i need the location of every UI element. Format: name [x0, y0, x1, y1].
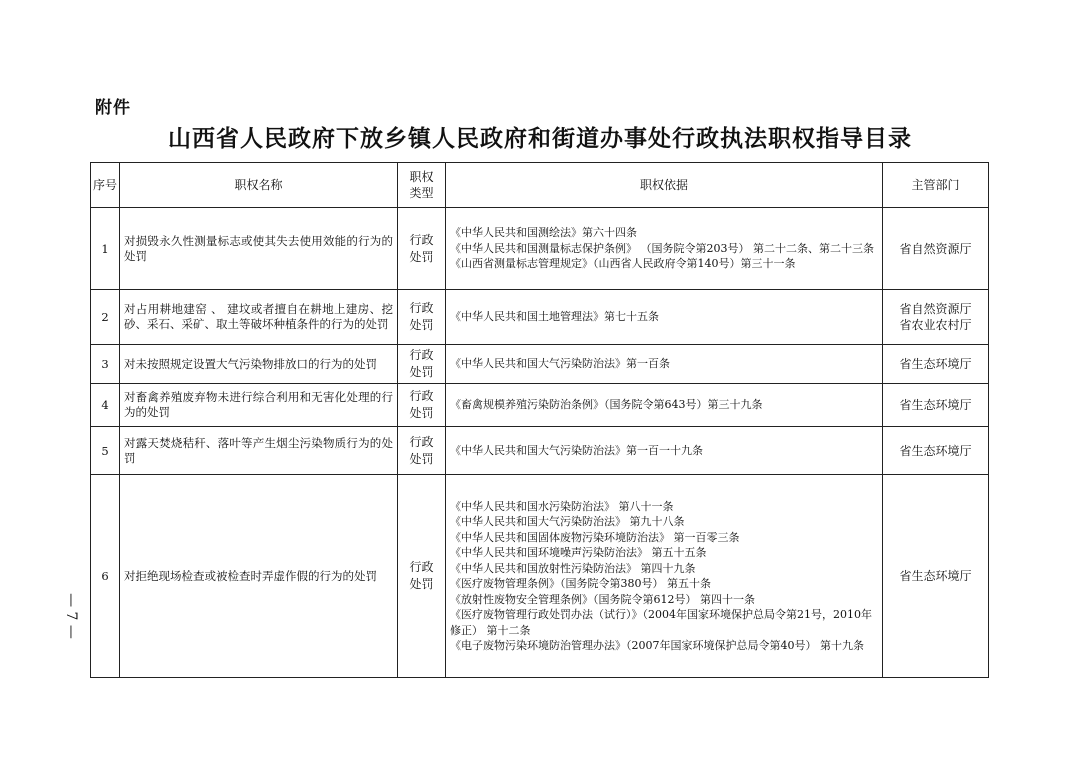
authority-type — [398, 475, 446, 678]
basis-line: 《中华人民共和国大气污染防治法》第一百条 — [450, 357, 670, 371]
authority-type — [398, 290, 446, 345]
authority-type-text: 行政处罚 — [409, 348, 434, 379]
table-row — [91, 208, 989, 290]
authority-name: 对占用耕地建窑 、 建坟或者擅自在耕地上建房、挖砂、采石、采矿、取土等破坏种植条件的行为的处罚 — [120, 290, 398, 345]
basis-line: 《中华人民共和国固体废物污染环境防治法》 第一百零三条 — [450, 530, 740, 544]
authority-type — [398, 427, 446, 475]
basis-line: 《中华人民共和国土地管理法》第七十五条 — [450, 310, 659, 324]
table-row — [91, 427, 989, 475]
header-no: 序号 — [91, 163, 120, 208]
authority-type — [398, 384, 446, 427]
table-row — [91, 475, 989, 678]
document-title: 山西省人民政府下放乡镇人民政府和街道办事处行政执法职权指导目录 — [168, 125, 912, 152]
authority-basis — [446, 427, 883, 475]
basis-line: 《医疗废物管理行政处罚办法（试行）》（2004年国家环境保护总局令第21号，2010年修正） 第十二条 — [450, 608, 872, 637]
basis-line: 《医疗废物管理条例》（国务院令第380号） 第五十条 — [450, 577, 711, 590]
attachment-label: 附件 — [95, 98, 131, 118]
page-number — [60, 586, 82, 646]
supervising-department: 省生态环境厅 — [883, 384, 989, 427]
header-name: 职权名称 — [120, 163, 398, 208]
basis-line: 《中华人民共和国测绘法》第六十四条 — [450, 226, 637, 240]
table-row — [91, 384, 989, 427]
row-number: 5 — [91, 427, 120, 475]
header-type-text: 职权类型 — [409, 170, 434, 200]
table-row — [91, 345, 989, 384]
header-basis: 职权依据 — [446, 163, 883, 208]
authority-table — [90, 162, 989, 678]
authority-type-text: 行政处罚 — [409, 301, 434, 332]
authority-type — [398, 345, 446, 384]
table-body — [91, 208, 989, 678]
supervising-department: 省自然资源厅 省农业农村厅 — [883, 290, 989, 345]
page-number-text: — 7 — — [63, 593, 79, 639]
supervising-department: 省自然资源厅 — [883, 208, 989, 290]
basis-line: 《中华人民共和国大气污染防治法》 第九十八条 — [450, 515, 685, 528]
row-number: 3 — [91, 345, 120, 384]
authority-basis — [446, 475, 883, 678]
header-type — [398, 163, 446, 208]
authority-basis — [446, 208, 883, 290]
row-number: 6 — [91, 475, 120, 678]
authority-basis — [446, 345, 883, 384]
basis-line: 《中华人民共和国水污染防治法》 第八十一条 — [450, 499, 674, 513]
basis-line: 《畜禽规模养殖污染防治条例》（国务院令第643号）第三十九条 — [450, 398, 763, 412]
authority-name: 对损毁永久性测量标志或使其失去使用效能的行为的处罚 — [120, 208, 398, 290]
authority-type-text: 行政处罚 — [409, 434, 434, 466]
authority-basis — [446, 290, 883, 345]
supervising-department: 省生态环境厅 — [883, 345, 989, 384]
authority-type — [398, 208, 446, 290]
basis-line: 《放射性废物安全管理条例》（国务院令第612号） 第四十一条 — [450, 592, 755, 606]
authority-type-text: 行政处罚 — [409, 560, 434, 591]
basis-line: 《中华人民共和国环境噪声污染防治法》 第五十五条 — [450, 546, 707, 559]
authority-type-text: 行政处罚 — [409, 389, 434, 420]
table-header-row — [91, 163, 989, 208]
basis-line: 《山西省测量标志管理规定》（山西省人民政府令第140号）第三十一条 — [450, 257, 796, 271]
authority-type-text: 行政处罚 — [409, 232, 434, 264]
table-row — [91, 290, 989, 345]
basis-line: 《电子废物污染环境防治管理办法》（2007年国家环境保护总局令第40号） 第十九条 — [450, 639, 864, 652]
authority-name: 对露天焚烧秸秆、落叶等产生烟尘污染物质行为的处罚 — [120, 427, 398, 475]
basis-line: 《中华人民共和国放射性污染防治法》 第四十九条 — [450, 561, 696, 575]
authority-name: 对畜禽养殖废弃物未进行综合利用和无害化处理的行为的处罚 — [120, 384, 398, 427]
basis-line: 《中华人民共和国测量标志保护条例》 （国务院令第203号） 第二十二条、第二十三条 — [450, 241, 874, 255]
row-number: 2 — [91, 290, 120, 345]
header-dept: 主管部门 — [883, 163, 989, 208]
supervising-department: 省生态环境厅 — [883, 427, 989, 475]
authority-basis — [446, 384, 883, 427]
authority-name: 对未按照规定设置大气污染物排放口的行为的处罚 — [120, 345, 398, 384]
row-number: 4 — [91, 384, 120, 427]
authority-name: 对拒绝现场检查或被检查时弄虚作假的行为的处罚 — [120, 475, 398, 678]
basis-line: 《中华人民共和国大气污染防治法》第一百一十九条 — [450, 443, 703, 457]
row-number: 1 — [91, 208, 120, 290]
supervising-department: 省生态环境厅 — [883, 475, 989, 678]
